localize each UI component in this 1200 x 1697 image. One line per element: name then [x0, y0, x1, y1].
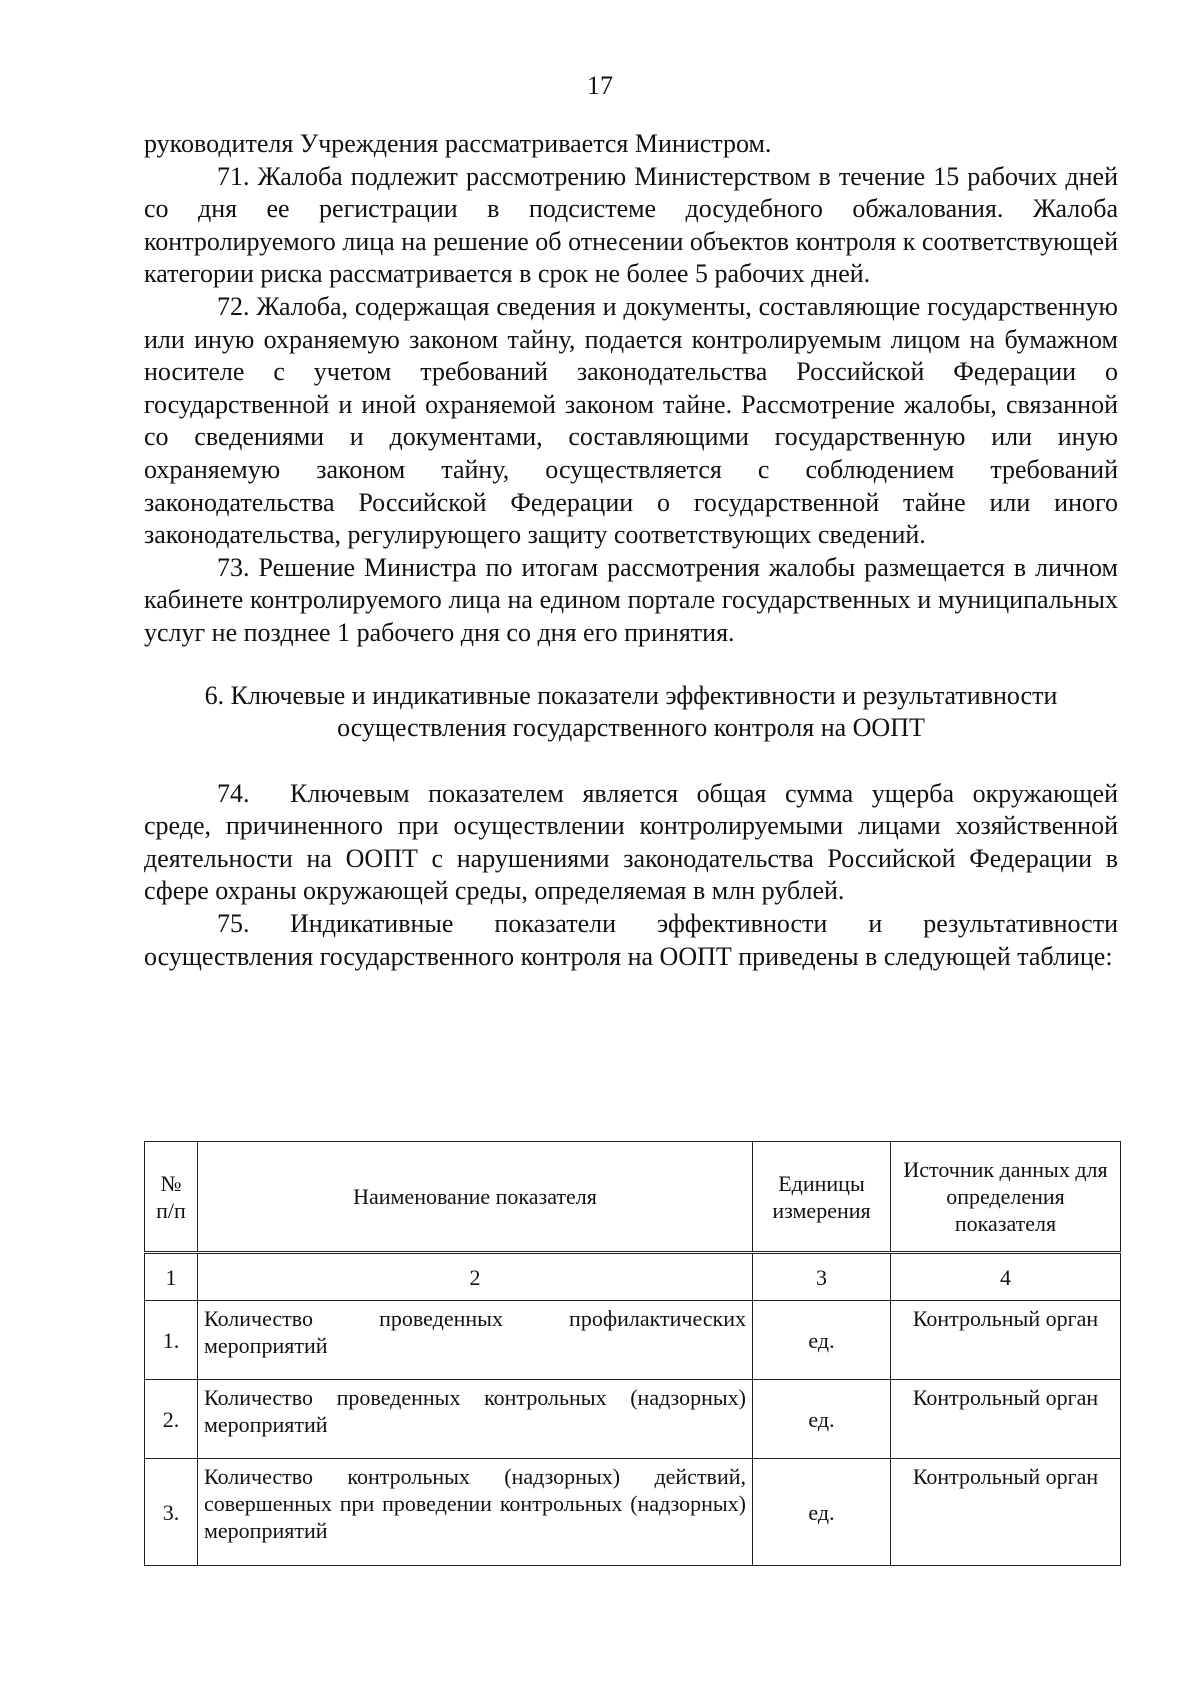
- indicator-source: Контрольный орган: [891, 1301, 1121, 1380]
- table-row: [145, 1301, 1121, 1380]
- table-row: [145, 1380, 1121, 1459]
- paragraph-72: 72. Жалоба, содержащая сведения и документы, составляющие государственную или иную охраняемую законом тайну, подается контролируемым лицом на бумажном носителе с учетом требований законодательства Российской Федерации о государственной и иной охраняемой законом тайне. Рассмотрение жалобы, связанной со сведениями и документами, составляющими государственную или иную охраняемую законом тайну, осуществляется с соблюдением требований законодательства Российской Федерации о государственной тайне или иного законодательства, регулирующего защиту соответствующих сведений.: [144, 291, 1118, 550]
- indicator-name: Количество проведенных контрольных (надзорных) мероприятий: [198, 1380, 753, 1459]
- paragraph-75-text: Индикативные показатели эффективности и результативности осуществления государственного контроля на ООПТ приведены в следующей таблице:: [144, 909, 1118, 971]
- header-unit: Единицы измерения: [753, 1142, 891, 1253]
- table-row: [145, 1459, 1121, 1566]
- indicator-unit: ед.: [753, 1301, 891, 1380]
- section-heading-line-1: 6. Ключевые и индикативные показатели эффективности и результативности: [204, 680, 1058, 710]
- section-heading: [144, 680, 1118, 745]
- column-number: 1: [145, 1253, 198, 1301]
- row-number: 1.: [145, 1301, 198, 1380]
- row-number: 3.: [145, 1459, 198, 1566]
- paragraph-75: [144, 908, 1118, 973]
- header-name: Наименование показателя: [198, 1142, 753, 1253]
- paragraph-74: [144, 778, 1118, 908]
- paragraph-74-text: Ключевым показателем является общая сумма ущерба окружающей среде, причиненного при осуществлении контролируемыми лицами хозяйственной деятельности на ООПТ с нарушениями законодательства Российской Федерации в сфере охраны окружающей среды, определяемая в млн рублей.: [144, 778, 1118, 906]
- header-source: Источник данных для определения показателя: [891, 1142, 1121, 1253]
- paragraph-74-number: 74.: [217, 778, 250, 808]
- paragraph-70-end: руководителя Учреждения рассматривается Министром.: [144, 129, 772, 158]
- indicator-source: Контрольный орган: [891, 1459, 1121, 1566]
- row-number: 2.: [145, 1380, 198, 1459]
- indicator-name: Количество проведенных профилактических мероприятий: [198, 1301, 753, 1380]
- paragraph-75-number: 75.: [217, 909, 250, 939]
- column-number-row: [145, 1253, 1121, 1301]
- indicator-unit: ед.: [753, 1459, 891, 1566]
- indicator-name: Количество контрольных (надзорных) действий, совершенных при проведении контрольных (надзорных) мероприятий: [198, 1459, 753, 1566]
- column-number: 2: [198, 1253, 753, 1301]
- paragraph-71: 71. Жалоба подлежит рассмотрению Министерством в течение 15 рабочих дней со дня ее регистрации в подсистеме досудебного обжалования. Жалоба контролируемого лица на решение об отнесении объектов контроля к соответствующей категории риска рассматривается в срок не более 5 рабочих дней.: [144, 161, 1118, 289]
- document-body: [144, 128, 1118, 973]
- indicator-unit: ед.: [753, 1380, 891, 1459]
- table-header-row: [145, 1142, 1121, 1253]
- section-heading-line-2: осуществления государственного контроля на ООПТ: [337, 713, 925, 743]
- paragraph-73: 73. Решение Министра по итогам рассмотрения жалобы размещается в личном кабинете контролируемого лица на едином портале государственных и муниципальных услуг не позднее 1 рабочего дня со дня его принятия.: [144, 552, 1118, 647]
- column-number: 4: [891, 1253, 1121, 1301]
- header-number: № п/п: [145, 1142, 198, 1253]
- page-number: 17: [587, 71, 613, 100]
- indicators-table: [144, 1141, 1121, 1566]
- indicator-source: Контрольный орган: [891, 1380, 1121, 1459]
- column-number: 3: [753, 1253, 891, 1301]
